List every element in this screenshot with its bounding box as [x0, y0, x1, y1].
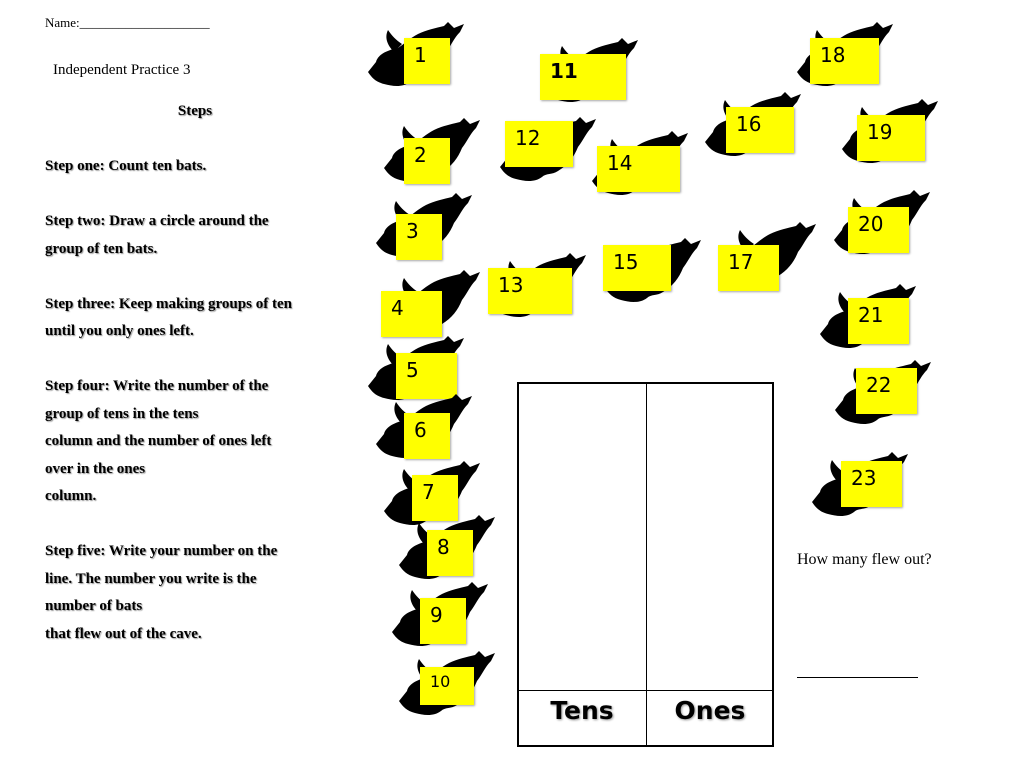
bat-number-label: 15: [603, 245, 671, 291]
step-one: Step one: Count ten bats.: [45, 158, 207, 174]
step-two-line-1: Step two: Draw a circle around the: [45, 213, 269, 229]
bat-number-label: 16: [726, 107, 794, 153]
step-three-line-1: Step three: Keep making groups of ten: [45, 295, 292, 312]
bat-number-label: 2: [404, 138, 450, 184]
step-four-line-2: group of tens in the tens: [45, 405, 199, 422]
step-four-line-3: column and the number of ones left: [45, 433, 272, 449]
bat-number-label: 10: [420, 667, 474, 705]
bat-number-label: 5: [396, 353, 457, 399]
tens-column[interactable]: [519, 384, 646, 690]
answer-line[interactable]: [797, 677, 918, 678]
page-title: Independent Practice 3: [53, 62, 191, 78]
how-many-question: How many flew out?: [797, 551, 932, 568]
name-field: Name:____________________: [45, 15, 210, 30]
header-divider: [519, 690, 772, 691]
step-four-line-1: Step four: Write the number of the: [45, 378, 269, 394]
bat-number-label: 19: [857, 115, 925, 161]
ones-label: Ones: [674, 696, 746, 725]
bat-number-label: 4: [381, 291, 442, 337]
step-two-line-2: group of ten bats.: [45, 240, 158, 257]
step-five-line-3: number of bats: [45, 598, 143, 614]
bat-number-label: 22: [856, 368, 917, 414]
tens-label: Tens: [550, 696, 614, 725]
step-three-line-2: until you only ones left.: [45, 323, 194, 339]
bat-number-label: 12: [505, 121, 573, 167]
bat-number-label: 20: [848, 207, 909, 253]
place-value-table: [517, 382, 774, 747]
bat-number-label: 11: [540, 54, 626, 100]
bat-number-label: 6: [404, 413, 450, 459]
step-four-line-4: over in the ones: [45, 460, 146, 477]
bat-number-label: 9: [420, 598, 466, 644]
step-five-line-2: line. The number you write is the: [45, 570, 257, 587]
ones-column[interactable]: [647, 384, 774, 690]
step-five-line-4: that flew out of the cave.: [45, 625, 202, 642]
bat-number-label: 17: [718, 245, 779, 291]
step-five-line-1: Step five: Write your number on the: [45, 543, 278, 559]
bat-number-label: 23: [841, 461, 902, 507]
bat-number-label: 8: [427, 530, 473, 576]
bat-number-label: 1: [404, 38, 450, 84]
bat-number-label: 14: [597, 146, 680, 192]
bat-number-label: 7: [412, 475, 458, 521]
bat-number-label: 18: [810, 38, 879, 84]
steps-heading: Steps: [177, 103, 213, 119]
steps-instructions: [45, 98, 345, 648]
bat-number-label: 21: [848, 298, 909, 344]
bat-number-label: 13: [488, 268, 572, 314]
bat-number-label: 3: [396, 214, 442, 260]
step-four-line-5: column.: [45, 488, 97, 504]
